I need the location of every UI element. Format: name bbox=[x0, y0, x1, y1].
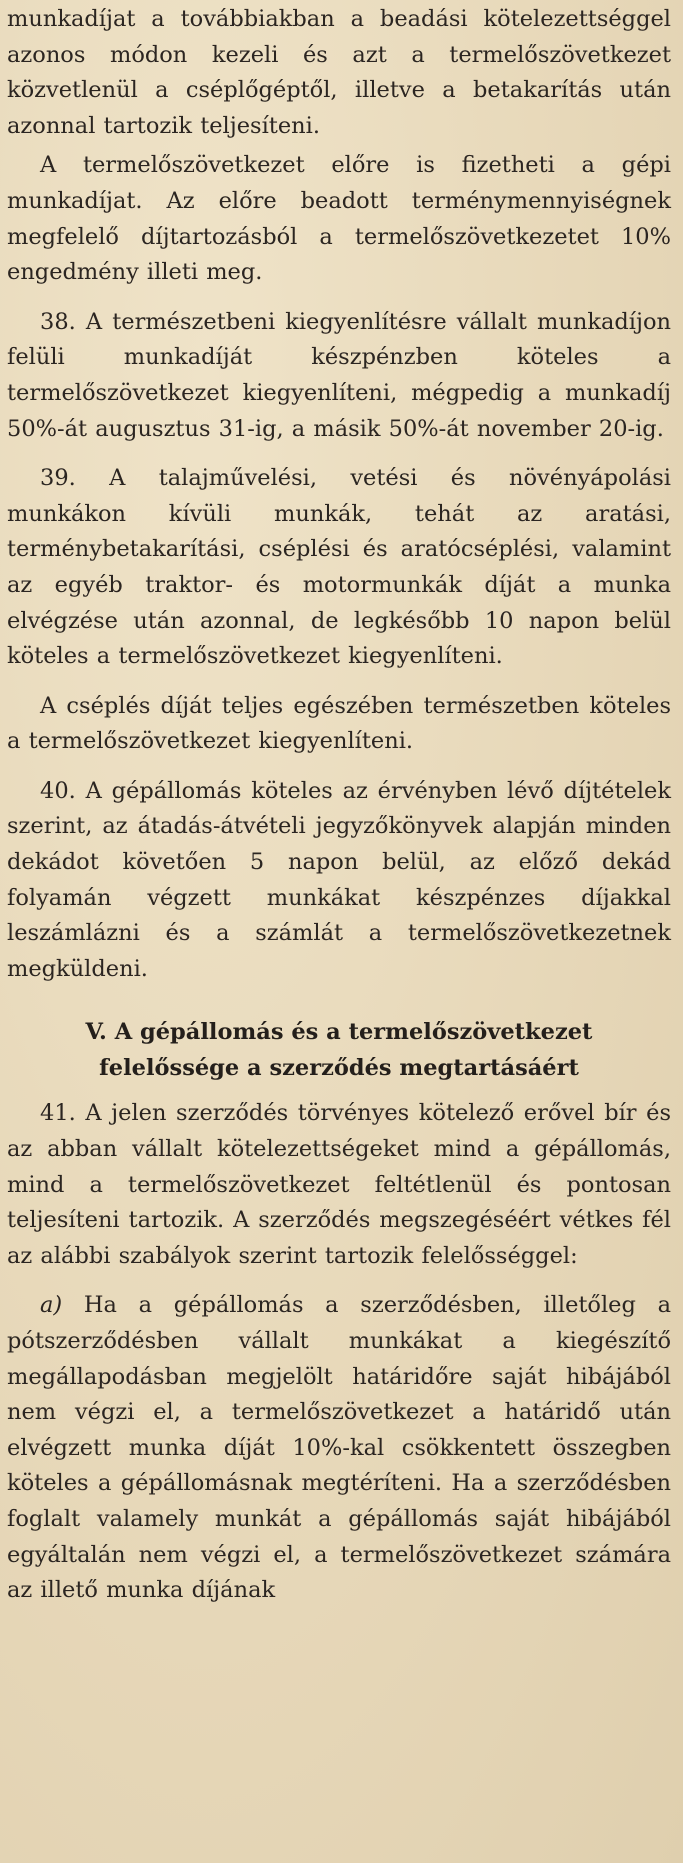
paragraph-threshing-fee: A cséplés díját teljes egészében természetben köteles a termelőszövetkezet kiegyenlíteni. bbox=[7, 692, 671, 755]
paragraph-advance-payment: A termelőszövetkezet előre is fizetheti a gépi munkadíjat. Az előre beadott terménymennyiségnek megfelelő díjtartozásból a termelőszövetkezetet 10% engedmény illeti meg. bbox=[7, 152, 671, 286]
section-heading-line-1: V. A gépállomás és a termelőszövetkezet bbox=[85, 1019, 593, 1046]
paragraph-41-a bbox=[7, 1288, 671, 1608]
paragraph-40: 40. A gépállomás köteles az érvényben lévő díjtételek szerint, az átadás-átvételi jegyzőkönyvek alapján minden dekádot követően 5 napon belül, az előző dekád folyamán végzett munkákat készpénzes díjakkal leszámlázni és a számlát a termelőszövetkezetnek megküldeni. bbox=[7, 777, 671, 982]
section-heading-line-2: felelőssége a szerződés megtartásáért bbox=[99, 1055, 579, 1082]
item-text-a: Ha a gépállomás a szerződésben, illetőleg a pótszerződésben vállalt munkákat a kiegészítő megállapodásban megjelölt határidőre saját hibájából nem végzi el, a termelőszövetkezet a határidő után elvégzett munka díját 10%-kal csökkentett összegben köteles a gépállomásnak megtéríteni. Ha a szerződésben foglalt valamely munkát a gépállomás saját hibájából egyáltalán nem végzi el, a termelőszövetkezet számára az illető munka díjának bbox=[7, 1292, 671, 1604]
paragraph-continued: munkadíjat a továbbiakban a beadási kötelezettséggel azonos módon kezeli és azt a termelőszövetkezet közvetlenül a cséplőgéptől, illetve a betakarítás után azonnal tartozik teljesíteni. bbox=[7, 6, 671, 139]
item-label-a: a) bbox=[40, 1292, 63, 1319]
paragraph-41: 41. A jelen szerződés törvényes kötelező erővel bír és az abban vállalt kötelezettségeket mind a gépállomás, mind a termelőszövetkezet feltétlenül és pontosan teljesíteni tartozik. A szerződés megszegéséért vétkes fél az alábbi szabályok szerint tartozik felelősséggel: bbox=[7, 1100, 671, 1269]
paragraph-39: 39. A talajművelési, vetési és növényápolási munkákon kívüli munkák, tehát az aratási, terménybetakarítási, cséplési és aratócséplési, valamint az egyéb traktor- és motormunkák díját a munka elvégzése után azonnal, de legkésőbb 10 napon belül köteles a termelőszövetkezet kiegyenlíteni. bbox=[7, 465, 671, 670]
section-heading bbox=[7, 1014, 671, 1086]
paragraph-38: 38. A természetbeni kiegyenlítésre vállalt munkadíjon felüli munkadíját készpénzben köteles a termelőszövetkezet kiegyenlíteni, mégpedig a munkadíj 50%-át augusztus 31-ig, a másik 50%-át november 20-ig. bbox=[7, 308, 671, 442]
